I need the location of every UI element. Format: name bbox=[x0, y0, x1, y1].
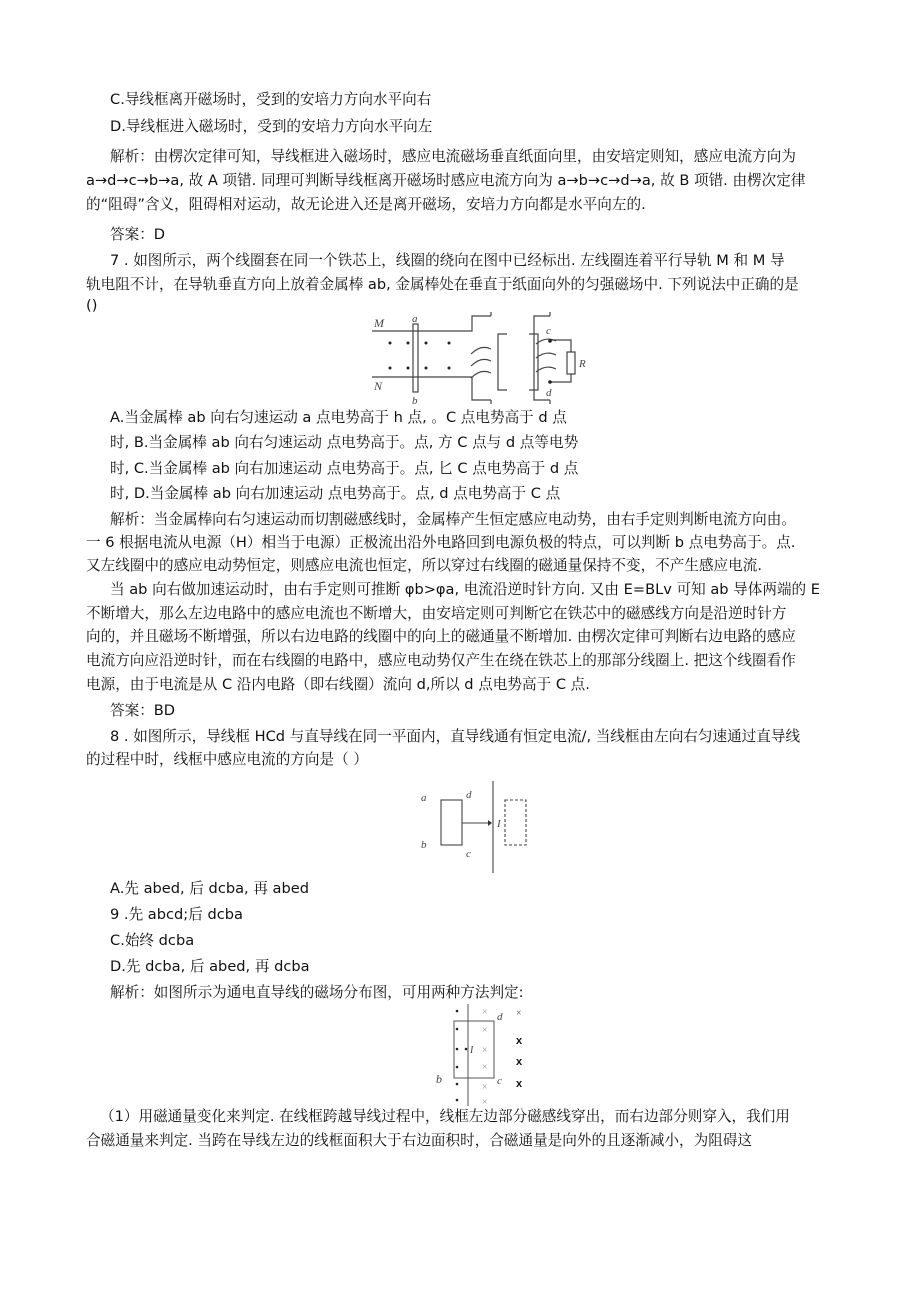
label-d: d bbox=[497, 1011, 503, 1023]
q7-option: A.当金属棒 ab 向右匀速运动 a 点电势高于 h 点, 。C 点电势高于 d 点 bbox=[110, 409, 567, 426]
cross-mark: × bbox=[482, 1062, 488, 1073]
q7-stem-line: () bbox=[86, 297, 98, 314]
q8-stem-line: 8 . 如图所示，导线框 HCd 与直导线在同一平面内，直导线通有恒定电流/, 当线框由左向右匀速通过直导线 bbox=[110, 728, 801, 745]
cross-mark: × bbox=[482, 1045, 488, 1056]
q8-option: 9 .先 abcd;后 dcba bbox=[110, 906, 243, 923]
q8-stem-line: 的过程中时，线框中感应电流的方向是（ ） bbox=[86, 751, 368, 768]
label-I: I bbox=[497, 818, 501, 830]
cross-mark: × bbox=[482, 1097, 488, 1106]
q7-analysis-line: 解析：当金属棒向右匀速运动而切割磁感线时，金属棒产生恒定感应电动势，由右手定则判断电流方向由。 bbox=[110, 511, 796, 528]
x-mark: x bbox=[516, 1078, 523, 1090]
q8-wire-frame-figure bbox=[410, 775, 530, 873]
label-I: I bbox=[470, 1045, 474, 1056]
q6-analysis-line: a→d→c→b→a, 故 A 项错. 同理可判断导线框离开磁场时感应电流方向为 a→b→c→d→a, 故 B 项错. 由楞次定律 bbox=[86, 172, 806, 189]
cross-mark: × bbox=[516, 1008, 522, 1019]
label-d: d bbox=[546, 387, 552, 399]
q7-option: 时, B.当金属棒 ab 向右匀速运动 点电势高于。点, 方 C 点与 d 点等电势 bbox=[110, 434, 579, 451]
q6-option-c: C.导线框离开磁场时，受到的安培力方向水平向右 bbox=[110, 91, 432, 108]
q6-analysis-line: 的“阻碍”含义，阻碍相对运动，故无论进入还是离开磁场，安培力方向都是水平向左的. bbox=[86, 196, 646, 213]
label-R: R bbox=[579, 358, 586, 370]
label-M: M bbox=[374, 316, 384, 330]
q7-stem-line: 轨电阻不计，在导轨垂直方向上放着金属棒 ab, 金属棒处在垂直于纸面向外的匀强磁场中. 下列说法中正确的是 bbox=[86, 276, 799, 293]
q8-method1-line: 合磁通量来判定. 当跨在导线左边的线框面积大于右边面积时，合磁通量是向外的且逐渐减小，为阻碍这 bbox=[86, 1132, 753, 1149]
q7-analysis2-line: 电源，由于电流是从 C 沿内电路（即右线圈）流向 d,所以 d 点电势高于 C 点. bbox=[86, 676, 590, 693]
q8-option: C.始终 dcba bbox=[110, 932, 195, 949]
q7-option: 时, C.当金属棒 ab 向右加速运动 点电势高于。点, 匕 C 点电势高于 d 点 bbox=[110, 460, 579, 477]
q7-analysis-line: 又左线圈中的感应电动势恒定，则感应电流也恒定，所以穿过右线圈的磁通量保持不变，不产生感应电流. bbox=[86, 557, 762, 574]
cross-mark: × bbox=[482, 1025, 488, 1036]
label-d: d bbox=[466, 789, 472, 801]
q8-magnetic-field-figure bbox=[424, 1004, 544, 1106]
q7-stem-line: 7 . 如图所示，两个线圈套在同一个铁芯上，线圈的绕向在图中已经标出. 左线圈连着平行导轨 M 和 M 导 bbox=[110, 252, 785, 269]
q7-coil-circuit-figure bbox=[360, 312, 590, 404]
q8-option: D.先 dcba, 后 abed, 再 dcba bbox=[110, 958, 310, 975]
label-a: a bbox=[412, 313, 418, 325]
q8-analysis-intro: 解析：如图所示为通电直导线的磁场分布图，可用两种方法判定: bbox=[110, 984, 524, 1001]
label-b: b bbox=[436, 1072, 442, 1086]
q7-analysis2-line: 不断增大，那么左边电路中的感应电流也不断增大，由安培定则可判断它在铁芯中的磁感线方向是沿逆时针方 bbox=[86, 605, 787, 622]
cross-mark: × bbox=[482, 1082, 488, 1093]
q7-analysis2-line: 电流方向应沿逆时针，而在右线圈的电路中，感应电动势仅产生在绕在铁芯上的那部分线圈上. 把这个线圈看作 bbox=[86, 652, 796, 669]
label-c: c bbox=[546, 325, 551, 337]
label-N: N bbox=[374, 379, 383, 393]
q7-answer: 答案：BD bbox=[110, 702, 176, 719]
q7-option: 时, D.当金属棒 ab 向右加速运动 点电势高于。点, d 点电势高于 C 点 bbox=[110, 485, 561, 502]
q8-method1-line: （1）用磁通量变化来判定. 在线框跨越导线过程中，线框左边部分磁感线穿出，而右边部分则穿入，我们用 bbox=[100, 1108, 790, 1125]
q7-analysis-line: 一 6 根据电流从电源（H）相当于电源）正极流出沿外电路回到电源负极的特点，可以判断 b 点电势高于。点. bbox=[86, 534, 796, 551]
q7-analysis2-line: 向的，并且磁场不断增强，所以右边电路的线圈中的向上的磁通量不断增加. 由楞次定律可判断右边电路的感应 bbox=[86, 628, 796, 645]
cross-mark: × bbox=[482, 1007, 488, 1018]
label-b: b bbox=[421, 839, 427, 851]
q6-option-d: D.导线框进入磁场时，受到的安培力方向水平向左 bbox=[110, 118, 433, 135]
q6-analysis-line: 解析：由楞次定律可知，导线框进入磁场时，感应电流磁场垂直纸面向里，由安培定则知，感应电流方向为 bbox=[110, 148, 796, 165]
label-c: c bbox=[466, 848, 471, 860]
label-a: a bbox=[421, 792, 427, 804]
x-mark: x bbox=[516, 1035, 523, 1047]
label-b: b bbox=[412, 395, 418, 404]
q7-analysis2-line: 当 ab 向右做加速运动时，由右手定则可推断 φb>φa, 电流沿逆时针方向. 又由 E=BLv 可知 ab 导体两端的 E bbox=[110, 581, 821, 598]
label-c: c bbox=[497, 1075, 502, 1087]
x-mark: x bbox=[516, 1056, 523, 1068]
q6-answer: 答案：D bbox=[110, 226, 166, 243]
q8-option: A.先 abed, 后 dcba, 再 abed bbox=[110, 880, 310, 897]
